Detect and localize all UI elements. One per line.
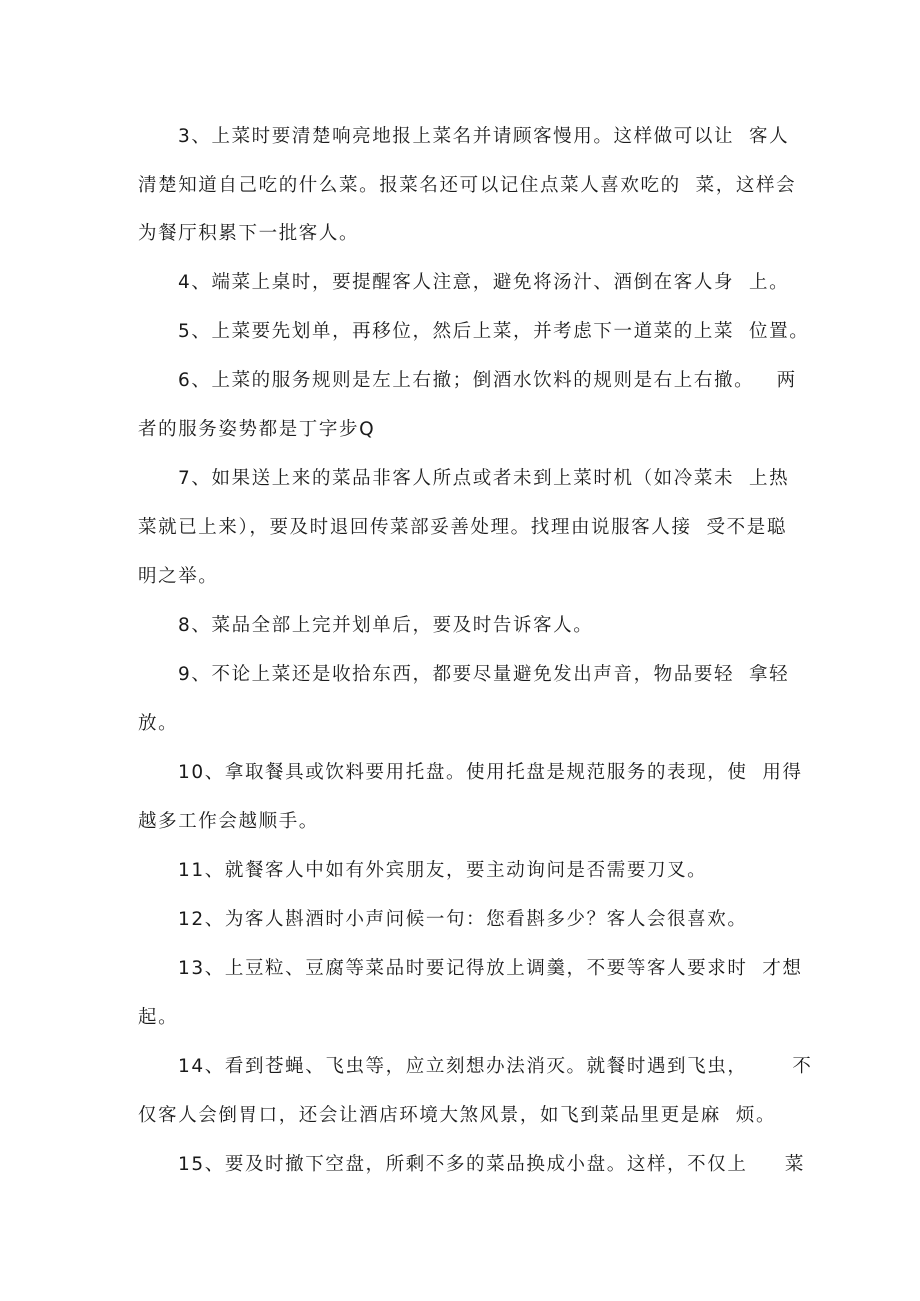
paragraph-3-line-1: 3、上菜时要清楚响亮地报上菜名并请顾客慢用。这样做可以让 客人 <box>178 126 790 147</box>
paragraph-9-line-1: 9、不论上菜还是收拾东西，都要尽量避免发出声音，物品要轻 拿轻 <box>178 664 790 685</box>
paragraph-13-line-2: 起。 <box>138 1007 179 1028</box>
paragraph-4-line-1: 4、端菜上桌时，要提醒客人注意，避免将汤汁、酒倒在客人身 上。 <box>178 272 790 293</box>
paragraph-3-line-3: 为餐厅积累下一批客人。 <box>138 223 360 244</box>
paragraph-11-line-1: 11、就餐客人中如有外宾朋友，要主动询问是否需要刀叉。 <box>178 860 708 881</box>
paragraph-7-line-1: 7、如果送上来的菜品非客人所点或者未到上菜时机（如冷菜未 上热 <box>178 468 790 489</box>
paragraph-15-line-1: 15、要及时撤下空盘，所剩不多的菜品换成小盘。这样，不仅上 菜 <box>178 1154 805 1175</box>
paragraph-3-line-2: 清楚知道自己吃的什么菜。报菜名还可以记住点菜人喜欢吃的 菜，这样会 <box>138 175 797 196</box>
paragraph-7-line-3: 明之举。 <box>138 566 219 587</box>
paragraph-14-line-2: 仅客人会倒胃口，还会让酒店环境大煞风景，如飞到菜品里更是麻 烦。 <box>138 1105 777 1126</box>
paragraph-6-line-1: 6、上菜的服务规则是左上右撤；倒酒水饮料的规则是右上右撤。 两 <box>178 370 797 391</box>
paragraph-8-line-1: 8、菜品全部上完并划单后，要及时告诉客人。 <box>178 615 594 636</box>
paragraph-12-line-1: 12、为客人斟酒时小声问候一句：您看斟多少？客人会很喜欢。 <box>178 909 748 930</box>
paragraph-9-line-2: 放。 <box>138 713 179 734</box>
paragraph-14-line-1: 14、看到苍蝇、飞虫等，应立刻想办法消灭。就餐时遇到飞虫， 不 <box>178 1056 813 1077</box>
paragraph-5-line-1: 5、上菜要先划单，再移位，然后上菜，并考虑下一道菜的上菜 位置。 <box>178 321 810 342</box>
paragraph-10-line-2: 越多工作会越顺手。 <box>138 811 319 832</box>
paragraph-10-line-1: 10、拿取餐具或饮料要用托盘。使用托盘是规范服务的表现，使 用得 <box>178 762 803 783</box>
paragraph-7-line-2: 菜就已上来），要及时退回传菜部妥善处理。找理由说服客人接 受不是聪 <box>138 517 787 538</box>
paragraph-13-line-1: 13、上豆粒、豆腐等菜品时要记得放上调羹，不要等客人要求时 才想 <box>178 958 803 979</box>
paragraph-6-line-2: 者的服务姿势都是丁字步Q <box>138 419 376 440</box>
